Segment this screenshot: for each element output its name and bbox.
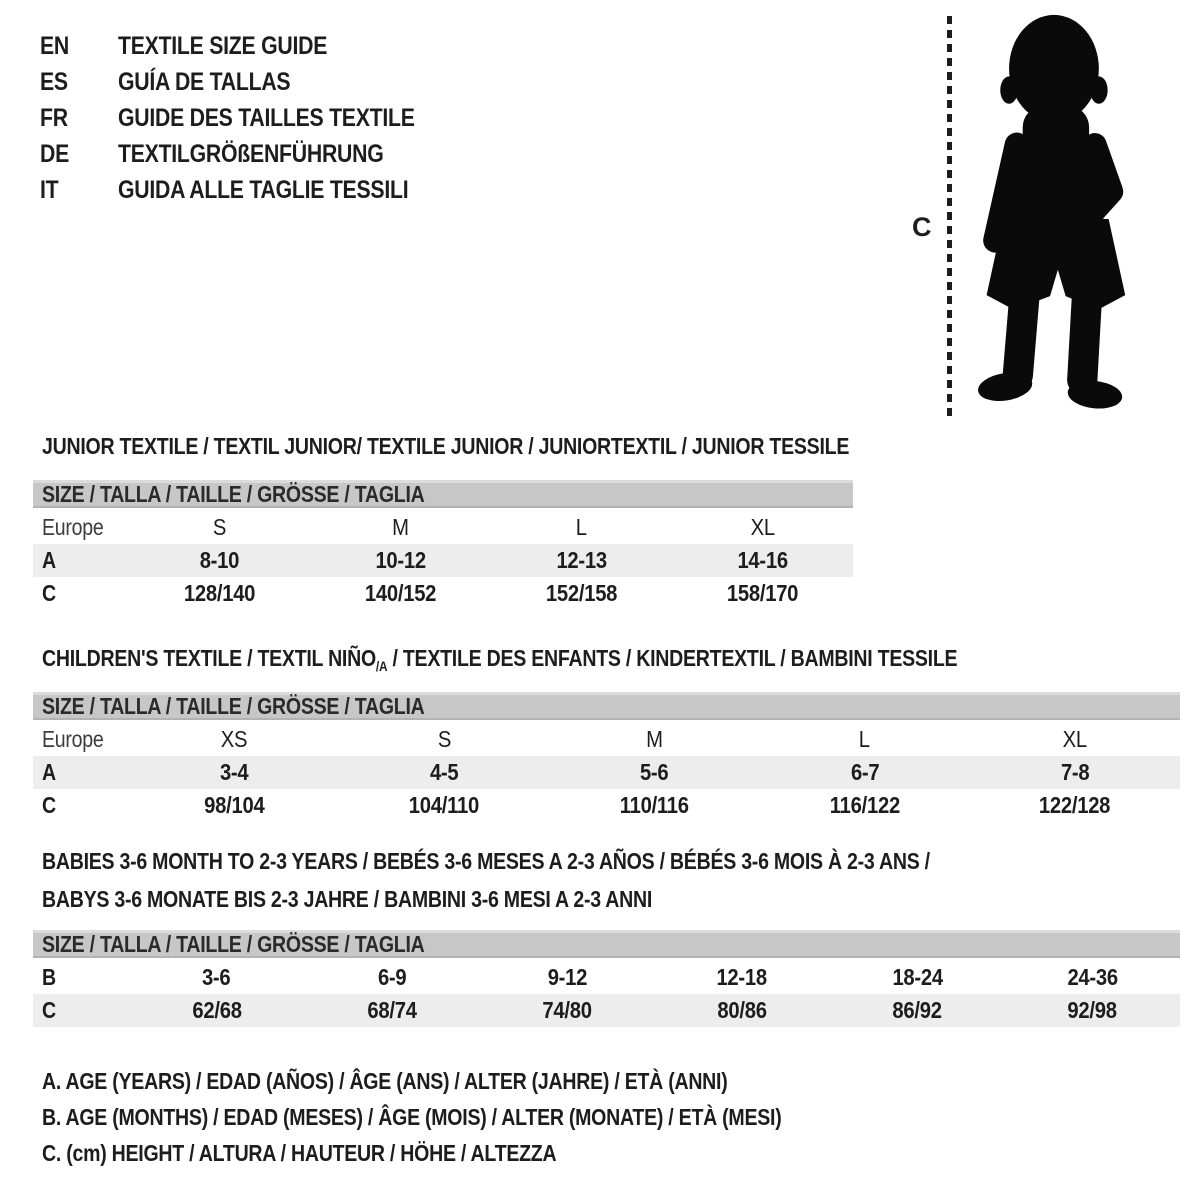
size-cell: 12-13 [556, 547, 607, 573]
row-label: Europe [42, 514, 104, 540]
size-cell: 6-7 [850, 759, 879, 785]
size-cell: 7-8 [1060, 759, 1090, 785]
table-row-age [33, 756, 1180, 789]
size-cell: 104/110 [409, 792, 480, 818]
size-cell: 86/92 [892, 997, 942, 1023]
size-cell: 74/80 [542, 997, 592, 1023]
table-row-months [33, 961, 1180, 994]
size-cell: 92/98 [1067, 997, 1118, 1023]
size-cell: 3-6 [202, 964, 231, 990]
size-cell: 9-12 [547, 964, 587, 990]
size-cell: 18-24 [892, 964, 943, 990]
language-label: GUÍA DE TALLAS [118, 67, 291, 96]
language-label: TEXTILE SIZE GUIDE [118, 31, 328, 60]
table-row-age [33, 544, 853, 577]
language-row-fr [40, 100, 467, 136]
children-section-title: CHILDREN'S TEXTILE / TEXTIL $NIÑO_{/A}$ / TEXTILE DES ENFANTS / KINDERTEXTIL / BAMBINI TESSILE [42, 645, 958, 674]
size-cell: 5-6 [640, 759, 669, 785]
footnotes [42, 1068, 912, 1176]
size-cell: 14-16 [737, 547, 788, 573]
footnote-age-months: B. AGE (MONTHS) / EDAD (MESES) / ÂGE (MOIS) / ALTER (MONATE) / ETÀ (MESI) [42, 1104, 782, 1130]
language-label: GUIDE DES TAILLES TEXTILE [118, 103, 415, 132]
babies-section-title-line2: BABYS 3-6 MONATE BIS 2-3 JAHRE / BAMBINI 3-6 MESI A 2-3 ANNI [42, 886, 653, 912]
footnote-age-years: A. AGE (YEARS) / EDAD (AÑOS) / ÂGE (ANS) / ALTER (JAHRE) / ETÀ (ANNI) [42, 1068, 728, 1094]
language-label: GUIDA ALLE TAGLIE TESSILI [118, 175, 409, 204]
language-row-de [40, 136, 467, 172]
table-row-height [33, 577, 853, 610]
footnote-height-cm: C. (cm) HEIGHT / ALTURA / HAUTEUR / HÖHE / ALTEZZA [42, 1140, 557, 1166]
language-label: TEXTILGRÖßENFÜHRUNG [118, 139, 384, 168]
language-code: IT [40, 175, 59, 204]
language-row-es [40, 64, 467, 100]
row-label: B [42, 964, 56, 990]
language-code: EN [40, 31, 70, 60]
size-cell: 122/128 [1039, 792, 1111, 818]
size-cell: XS [220, 726, 248, 752]
size-cell: 24-36 [1067, 964, 1118, 990]
size-cell: 4-5 [430, 759, 459, 785]
size-cell: 12-18 [716, 964, 768, 990]
table-row-europe [33, 511, 853, 544]
size-cell: L [576, 514, 587, 540]
size-cell: 10-12 [375, 547, 426, 573]
size-cell: 128/140 [183, 580, 256, 606]
size-cell: S [437, 726, 451, 752]
size-cell: M [646, 726, 663, 752]
row-label: C [42, 792, 56, 818]
size-cell: 68/74 [367, 997, 417, 1023]
row-label: C [42, 997, 56, 1023]
size-cell: 116/122 [829, 792, 900, 818]
size-header-bar: SIZE / TALLA / TAILLE / GRÖSSE / TAGLIA [33, 930, 1180, 958]
row-label: Europe [42, 726, 104, 752]
size-cell: 152/158 [545, 580, 618, 606]
junior-size-table [33, 480, 853, 610]
nino-a-subscript: /A [375, 658, 388, 674]
language-list [40, 28, 467, 208]
table-row-height [33, 789, 1180, 822]
size-cell: M [392, 514, 409, 540]
size-cell: 62/68 [191, 997, 242, 1023]
size-header-bar: SIZE / TALLA / TAILLE / GRÖSSE / TAGLIA [33, 692, 1180, 720]
babies-section-title-line1: BABIES 3-6 MONTH TO 2-3 YEARS / BEBÉS 3-6 MESES A 2-3 AÑOS / BÉBÉS 3-6 MOIS À 2-3 ANS / [42, 848, 930, 874]
size-cell: 98/104 [203, 792, 265, 818]
language-code: DE [40, 139, 70, 168]
size-cell: 80/86 [717, 997, 767, 1023]
table-row-height [33, 994, 1180, 1027]
size-cell: 140/152 [364, 580, 437, 606]
children-size-table [33, 692, 1180, 822]
language-code: FR [40, 103, 68, 132]
size-cell: XL [1062, 726, 1088, 752]
row-label: A [42, 759, 56, 785]
height-dashed-line [947, 16, 952, 416]
language-row-en [40, 28, 467, 64]
height-measure-label: C [912, 212, 932, 242]
table-row-europe [33, 723, 1180, 756]
size-cell: L [859, 726, 871, 752]
size-cell: XL [750, 514, 775, 540]
baby-silhouette [962, 12, 1142, 422]
junior-section-title: JUNIOR TEXTILE / TEXTIL JUNIOR/ TEXTILE JUNIOR / JUNIORTEXTIL / JUNIOR TESSILE [42, 433, 850, 459]
size-cell: S [212, 514, 227, 540]
size-cell: 158/170 [726, 580, 799, 606]
size-header-bar: SIZE / TALLA / TAILLE / GRÖSSE / TAGLIA [33, 480, 853, 508]
size-cell: 110/116 [619, 792, 690, 818]
language-row-it [40, 172, 467, 208]
size-cell: 3-4 [219, 759, 249, 785]
row-label: A [42, 547, 56, 573]
size-cell: 8-10 [199, 547, 240, 573]
language-code: ES [40, 67, 68, 96]
babies-size-table [33, 930, 1180, 1027]
size-cell: 6-9 [377, 964, 406, 990]
row-label: C [42, 580, 56, 606]
